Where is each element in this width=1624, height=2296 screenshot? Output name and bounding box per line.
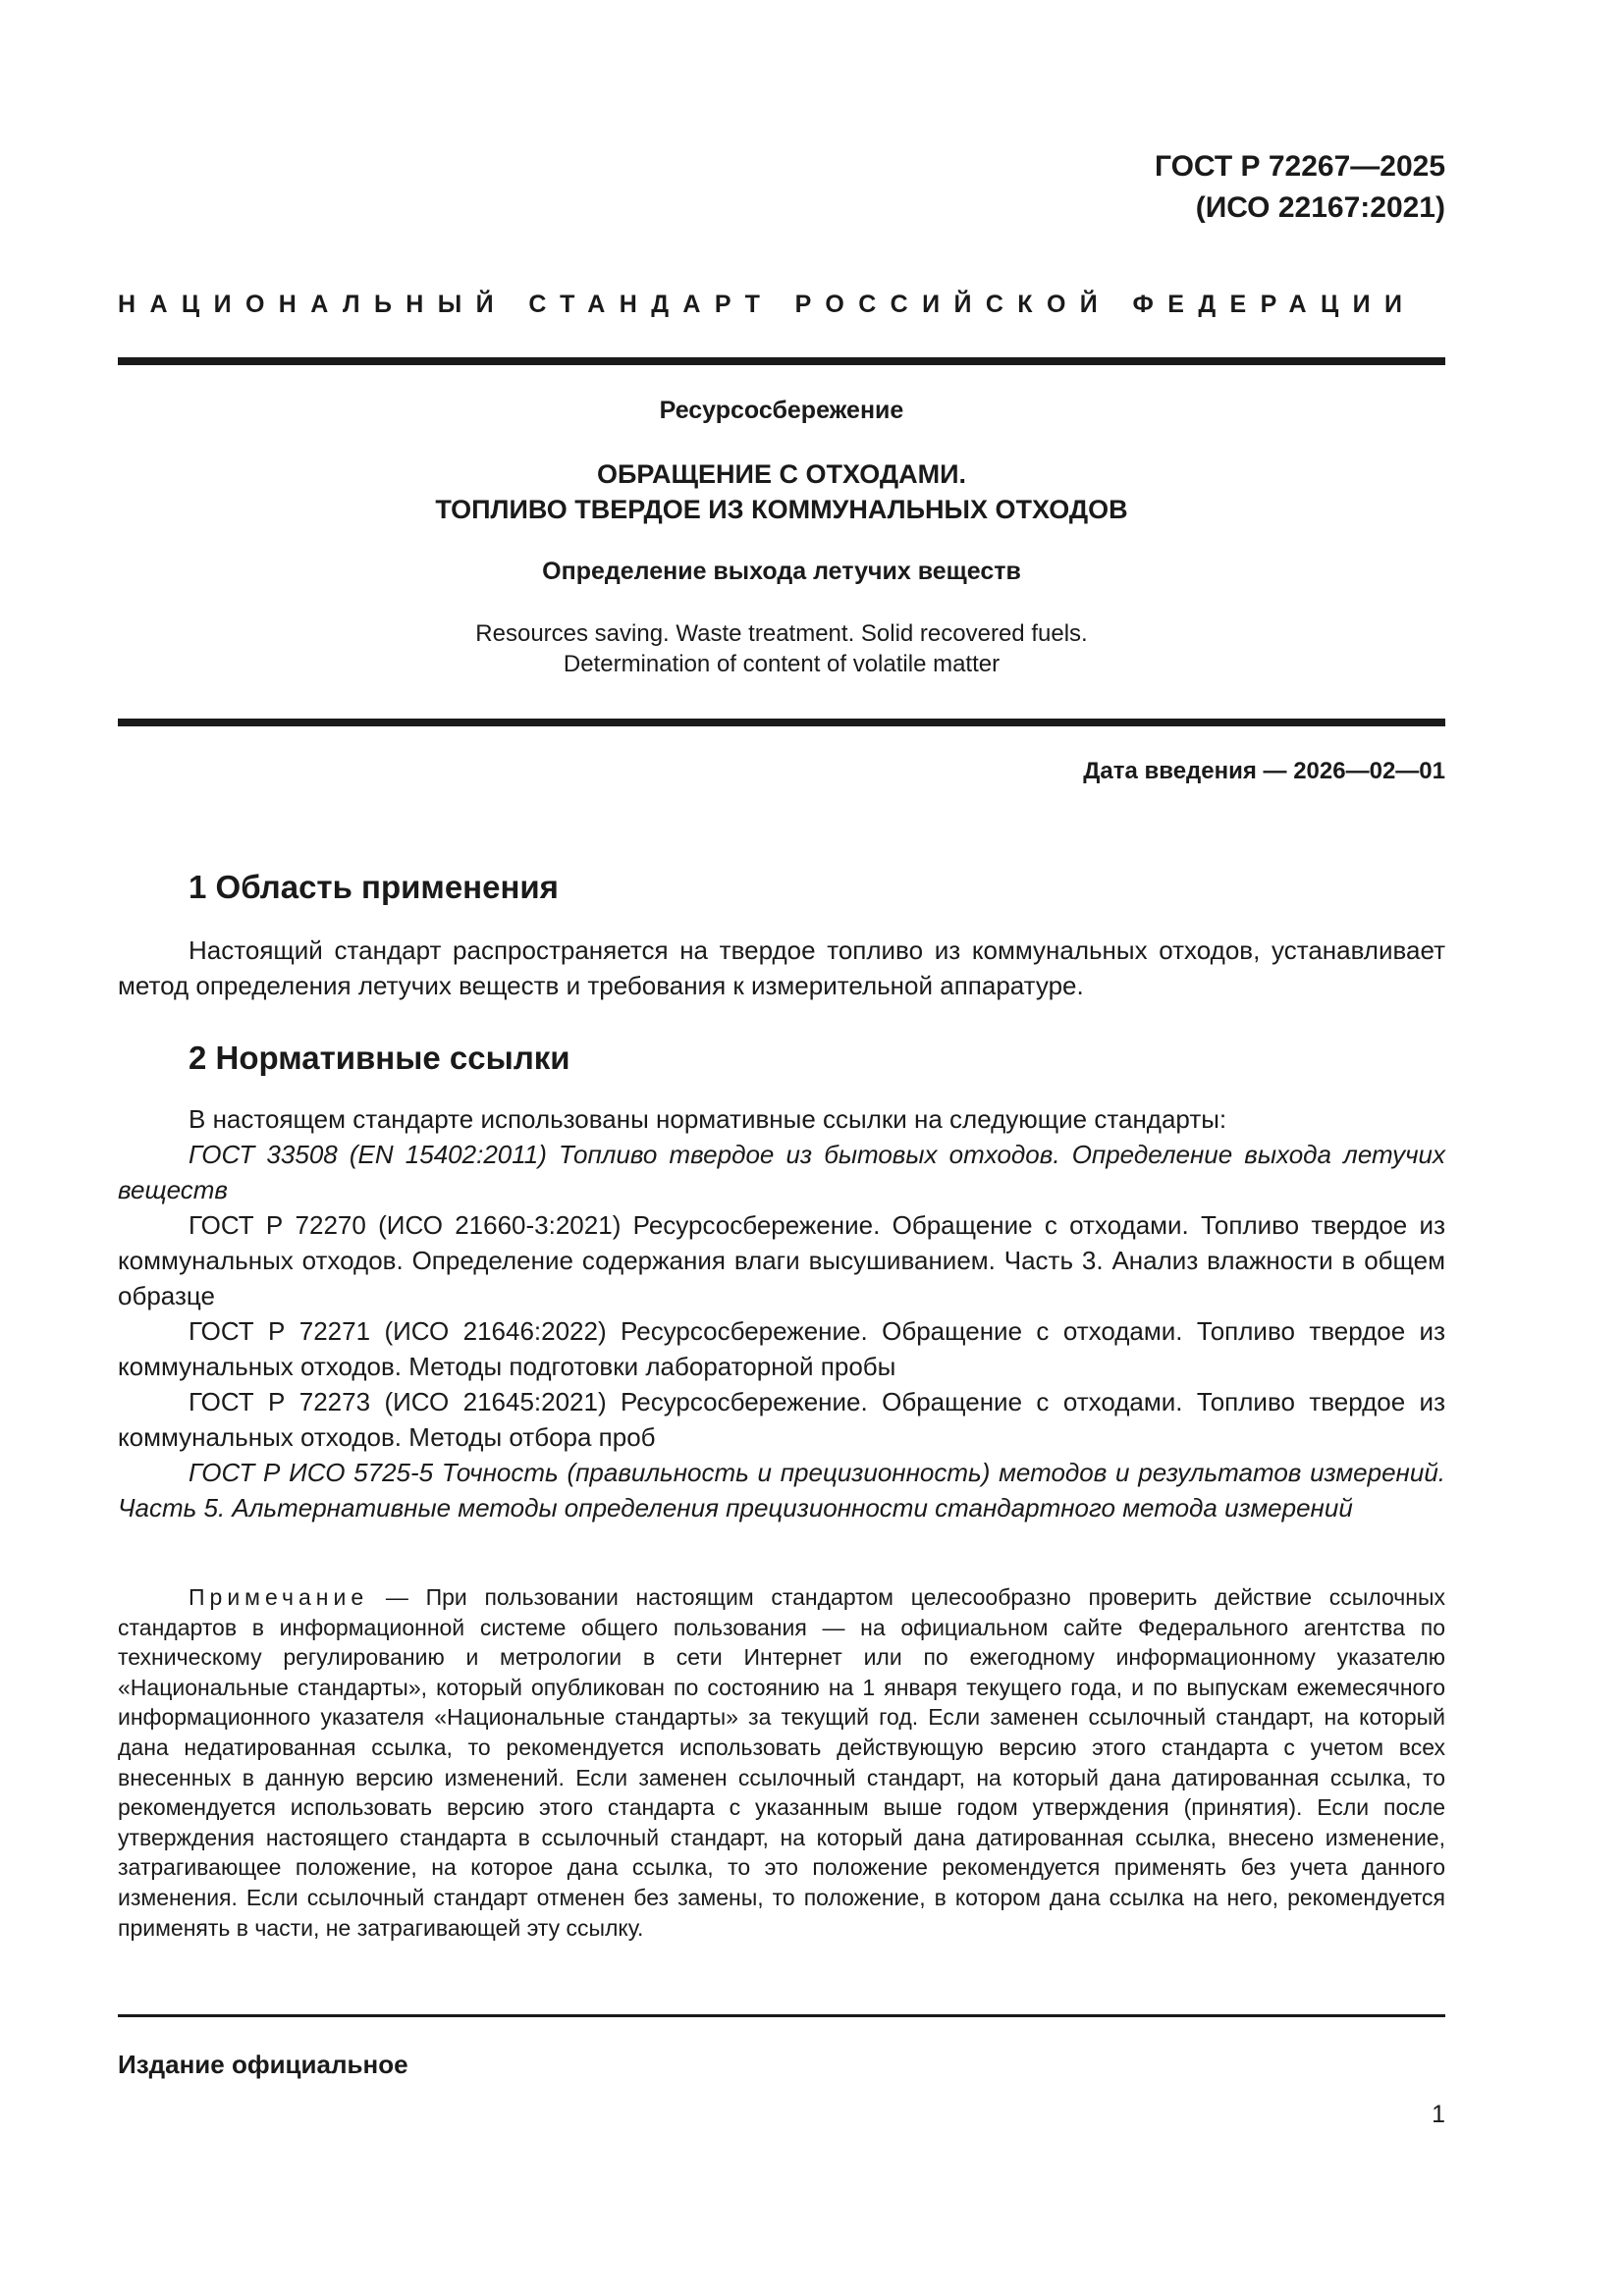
references-note bbox=[118, 1582, 1445, 1943]
reference-item: ГОСТ Р 72271 (ИСО 21646:2022) Ресурсосбережение. Обращение с отходами. Топливо твердое из коммунальных отходов. Методы подготовки лабораторной пробы bbox=[118, 1316, 1445, 1381]
title-line-2: ТОПЛИВО ТВЕРДОЕ ИЗ КОММУНАЛЬНЫХ ОТХОДОВ bbox=[435, 495, 1128, 524]
top-rule bbox=[118, 357, 1445, 365]
english-title-line-1: Resources saving. Waste treatment. Solid recovered fuels. bbox=[475, 620, 1088, 647]
national-standard-banner: НАЦИОНАЛЬНЫЙ СТАНДАРТ РОССИЙСКОЙ ФЕДЕРАЦИИ bbox=[118, 291, 1417, 318]
note-text: — При пользовании настоящим стандартом целесообразно проверить действие ссылочных стандартов в информационной системе общего пользования — на официальном сайте Федерального агентства по техническому регулированию и метрологии в сети Интернет или по ежегодному информационному указателю «Национальные стандарты», который опубликован по состоянию на 1 января текущего года, и по выпускам ежемесячного информационного указателя «Национальные стандарты» за текущий год. Если заменен ссылочный стандарт, на который дана недатированная ссылка, то рекомендуется использовать действующую версию этого стандарта с учетом всех внесенных в данную версию изменений. Если заменен ссылочный стандарт, на который дана датированная ссылка, то рекомендуется использовать версию этого стандарта с указанным выше годом утверждения (принятия). Если после утверждения настоящего стандарта в ссылочный стандарт, на который дана датированная ссылка, внесено изменение, затрагивающее положение, на которое дана ссылка, то это положение рекомендуется применять без учета данного изменения. Если ссылочный стандарт отменен без замены, то положение, в котором дана ссылка на него, рекомендуется применять в части, не затрагивающей эту ссылку. bbox=[118, 1584, 1445, 1941]
title-line-1: ОБРАЩЕНИЕ С ОТХОДАМИ. bbox=[596, 459, 967, 489]
scope-paragraph: Настоящий стандарт распространяется на твердое топливо из коммунальных отходов, устанавливает метод определения летучих веществ и требования к измерительной аппаратуре. bbox=[118, 935, 1445, 1000]
title-rule bbox=[118, 719, 1445, 726]
official-edition-label: Издание официальное bbox=[118, 2050, 408, 2079]
english-title-line-2: Determination of content of volatile matter bbox=[563, 651, 1001, 677]
section-2-heading: 2 Нормативные ссылки bbox=[189, 1040, 570, 1076]
reference-item: ГОСТ Р ИСО 5725-5 Точность (правильность и прецизионность) методов и результатов измерений. Часть 5. Альтернативные методы определения прецизионности стандартного метода измерений bbox=[118, 1458, 1445, 1522]
note-label: Примечание bbox=[189, 1584, 369, 1610]
iso-code: (ИСО 22167:2021) bbox=[1195, 191, 1445, 224]
title-subtitle: Определение выхода летучих веществ bbox=[542, 558, 1021, 585]
reference-item: ГОСТ 33508 (EN 15402:2011) Топливо твердое из бытовых отходов. Определение выхода летучих веществ bbox=[118, 1140, 1445, 1204]
title-category: Ресурсосбережение bbox=[659, 397, 904, 424]
page-number: 1 bbox=[1432, 2101, 1445, 2128]
section-1-body bbox=[118, 933, 1445, 1003]
section-1-heading: 1 Область применения bbox=[189, 869, 559, 905]
reference-item: ГОСТ Р 72270 (ИСО 21660-3:2021) Ресурсосбережение. Обращение с отходами. Топливо твердое из коммунальных отходов. Определение содержания влаги высушиванием. Часть 3. Анализ влажности в общем образце bbox=[118, 1210, 1445, 1310]
reference-item: ГОСТ Р 72273 (ИСО 21645:2021) Ресурсосбережение. Обращение с отходами. Топливо твердое из коммунальных отходов. Методы отбора проб bbox=[118, 1387, 1445, 1452]
references-intro: В настоящем стандарте использованы нормативные ссылки на следующие стандарты: bbox=[189, 1104, 1227, 1134]
section-2-body bbox=[118, 1101, 1445, 1525]
introduction-date: Дата введения — 2026—02—01 bbox=[1083, 758, 1445, 784]
standard-code: ГОСТ Р 72267—2025 bbox=[1154, 150, 1445, 183]
footer-rule bbox=[118, 2014, 1445, 2017]
